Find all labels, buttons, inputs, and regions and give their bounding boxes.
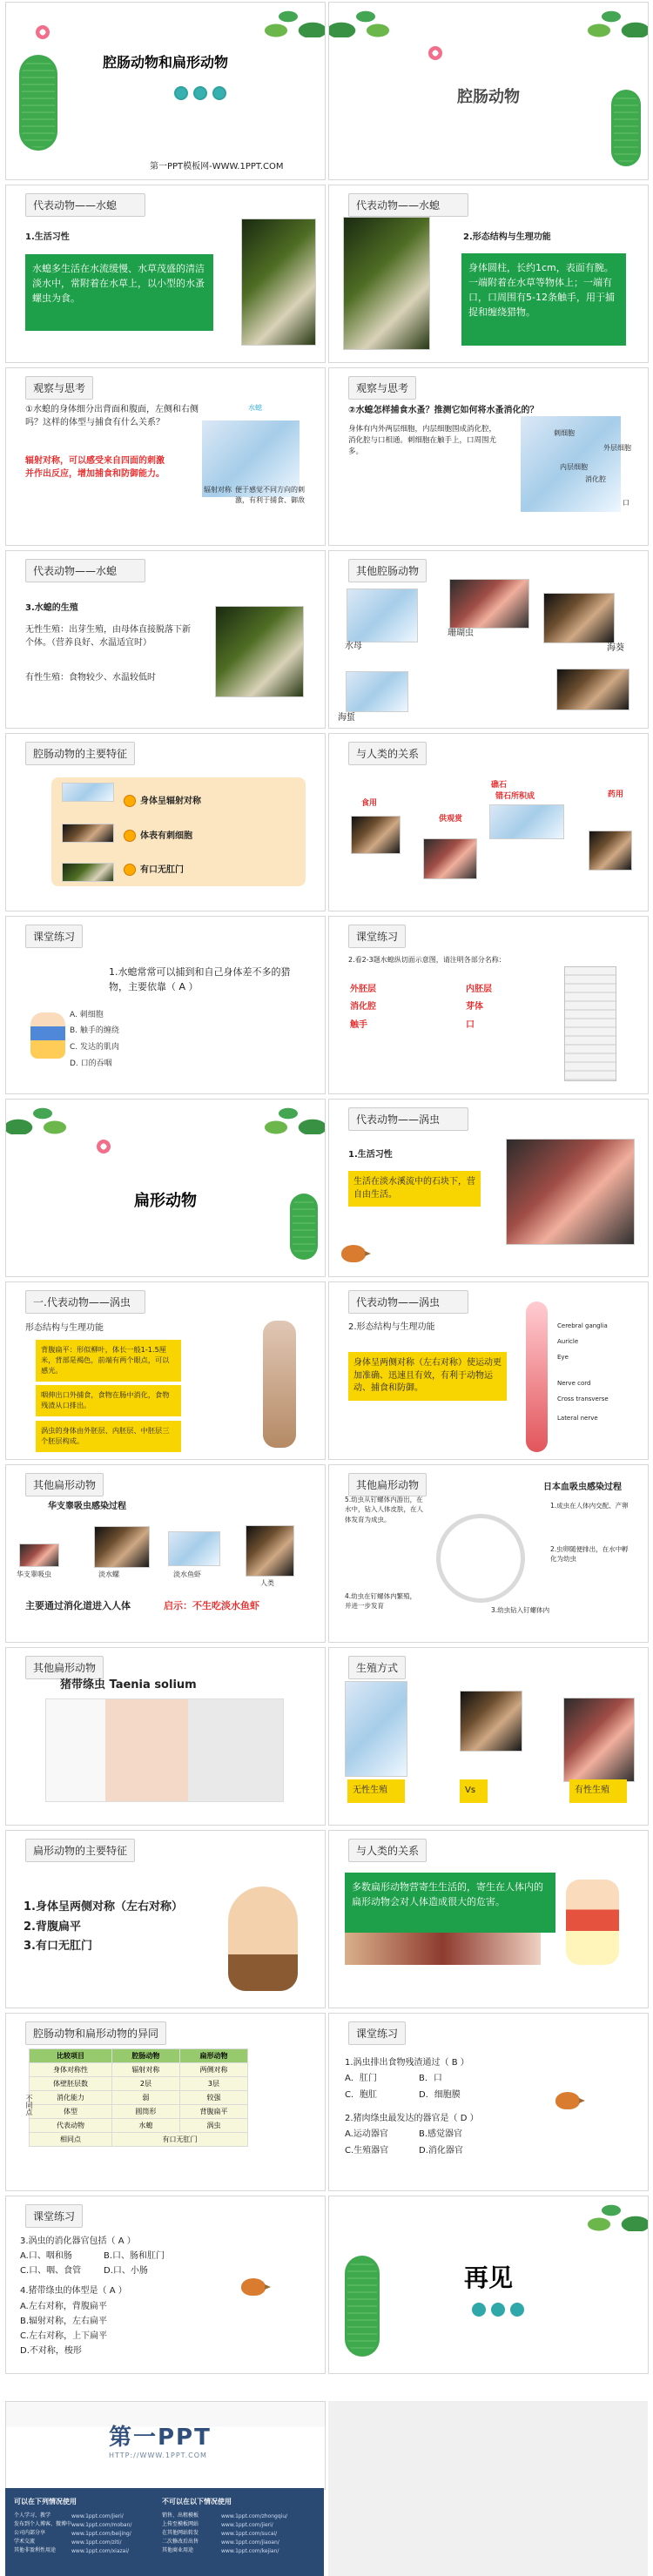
- leaf-corner-icon: [587, 2196, 648, 2231]
- flower-icon: [36, 25, 50, 39]
- slide-10[interactable]: [328, 733, 649, 911]
- d12: 芽体: [466, 1002, 483, 1012]
- header-14: 代表动物——涡虫: [348, 1107, 468, 1131]
- l18d: 4.幼虫在钉螺体内繁殖，并进一步发育: [345, 1592, 417, 1611]
- link[interactable]: www.1ppt.com/kejian/: [221, 2548, 279, 2554]
- cell: 代表动物: [30, 2119, 112, 2133]
- o24d: D．细胞膜: [419, 2090, 461, 2100]
- greenbox-4: 身体圆柱，长约1cm，表面有腕。一端附着在水草等物体上；一端有口，口周围有5-12条触手，用于捕捉和缠绕猎物。: [461, 253, 626, 346]
- label10c2: 错石所积成: [495, 792, 535, 801]
- p25d: D.不对称，梭形: [20, 2346, 82, 2356]
- left-line: 发布到个人博客、微博中: [14, 2521, 72, 2527]
- header-18: 其他扁形动物: [348, 1473, 427, 1497]
- planaria-body-diagram: [526, 1301, 548, 1452]
- vs-label: Vs: [460, 1779, 488, 1803]
- leaf-corner-icon: [587, 3, 648, 37]
- slide-18[interactable]: [328, 1464, 649, 1643]
- student-icon: [30, 1012, 65, 1059]
- cell: 两侧对称: [179, 2063, 247, 2077]
- cell: 弱: [111, 2091, 179, 2105]
- l16a: Cerebral ganglia: [557, 1322, 608, 1329]
- t19: 猪带绦虫 Taenia solium: [60, 1678, 197, 1692]
- bird-icon: [555, 2092, 580, 2109]
- header-10: 与人类的关系: [348, 742, 427, 765]
- label10c: 礁石: [491, 781, 508, 790]
- header-21: 扁形动物的主要特征: [25, 1839, 135, 1862]
- cnidarian-thumb-icon: [62, 863, 114, 882]
- dot-icon: [193, 86, 207, 100]
- slide-17[interactable]: [5, 1464, 326, 1643]
- footer17a: 主要通过消化道进入人体: [25, 1600, 131, 1611]
- planaria-photo: [460, 1691, 522, 1752]
- text6: 身体有内外两层细胞，内层细胞围成消化腔，消化腔与口相通。刺细胞在触手上，口周围尤多。: [348, 425, 497, 456]
- cell: 辐射对称: [111, 2063, 179, 2077]
- f21c: 3.有口无肛门: [24, 1940, 92, 1953]
- l17c: 淡水鱼虾: [173, 1570, 201, 1578]
- l2-7: 有性生殖：食物较少、水温较低时: [25, 673, 156, 683]
- cell: 3层: [179, 2077, 247, 2091]
- header-17: 其他扁形动物: [25, 1473, 104, 1497]
- title-13: 扁形动物: [134, 1192, 197, 1210]
- slide-20[interactable]: [328, 1647, 649, 1826]
- leaf-corner-icon: [329, 3, 390, 37]
- header-9: 腔肠动物的主要特征: [25, 742, 135, 765]
- title-1: 腔肠动物和扁形动物: [102, 54, 228, 71]
- link[interactable]: www.1ppt.com/sucai/: [221, 2531, 278, 2537]
- header-5: 观察与思考: [25, 376, 93, 400]
- p25c: C.左右对称，上下扁平: [20, 2331, 108, 2341]
- yellowbox-14: 生活在淡水溪流中的石块下，营自由生活。: [348, 1171, 481, 1207]
- hydra-photo: [343, 217, 430, 350]
- flower-icon: [97, 1140, 111, 1153]
- label6a: 刺细胞: [554, 429, 575, 437]
- link[interactable]: www.1ppt.com/jieri/: [71, 2513, 124, 2519]
- dot-icon: [174, 86, 188, 100]
- q24a: 1.涡虫排出食物残渣通过（ B ）: [345, 2058, 469, 2068]
- link[interactable]: www.1ppt.com/jiaoan/: [221, 2539, 279, 2546]
- left-line: 其他非盈利性用途: [14, 2547, 57, 2553]
- header-6: 观察与思考: [348, 376, 416, 400]
- th-1: 比较项目: [30, 2049, 112, 2063]
- girl-icon: [566, 1880, 619, 1965]
- right-line: 二次修改后出售: [162, 2539, 199, 2545]
- dot-icon: [491, 2303, 505, 2317]
- f12: 口: [466, 1020, 475, 1030]
- cell: 圆筒形: [111, 2105, 179, 2119]
- slide-21[interactable]: [5, 1830, 326, 2008]
- slide-11[interactable]: [5, 916, 326, 1094]
- link[interactable]: www.1ppt.com/jieri/: [221, 2522, 273, 2528]
- label8a: 海葵: [607, 643, 624, 653]
- hydra-reproduce-photo: [215, 606, 304, 697]
- hydra-photo: [241, 219, 316, 346]
- taenia-diagram: [45, 1698, 284, 1802]
- right-line: 在其他网站转发: [162, 2530, 199, 2536]
- greenbox-22: 多数扁形动物营寄生生活的，寄生在人体内的扁形动物会对人体造成很大的危害。: [345, 1873, 555, 1933]
- f21b: 2.背腹扁平: [24, 1920, 81, 1934]
- t18: 日本血吸虫感染过程: [543, 1483, 622, 1492]
- leaf-corner-icon: [6, 1100, 67, 1134]
- jellyfish-photo-2: [346, 671, 408, 712]
- slide-8[interactable]: [328, 550, 649, 729]
- p24c: C.生殖器官: [345, 2146, 389, 2156]
- slide-5[interactable]: [5, 367, 326, 546]
- greenbox-3: 水螅多生活在水流缓慢、水草茂盛的清洁淡水中，常附着在水草上，以小型的水蚤螺虫为食。: [25, 254, 213, 331]
- q24b: 2.猪肉绦虫最发达的器官是（ D ）: [345, 2114, 479, 2123]
- header-22: 与人类的关系: [348, 1839, 427, 1862]
- bird-icon: [341, 1245, 366, 1262]
- fish-photo: [168, 1531, 220, 1566]
- brand-text: 第一PPT: [109, 2425, 212, 2451]
- t15a: 背腹扁平：形似柳叶，体长一般1-1.5厘米，背部是褐色，前端有两个眼点，可以感光。: [36, 1340, 181, 1382]
- slide-22[interactable]: [328, 1830, 649, 2008]
- cell: 背腹扁平: [179, 2105, 247, 2119]
- title-26: 再见: [463, 2263, 513, 2292]
- footer-banner: [5, 2401, 326, 2490]
- slide-14[interactable]: [328, 1099, 649, 1277]
- right-title: 不可以在以下情况使用: [162, 2498, 232, 2505]
- t15c: 涡虫的身体由外胚层、内胚层、中胚层三个胚层构成。: [36, 1421, 181, 1452]
- q6: ②水螅怎样捕食水蚤？推测它如何将水蚤消化的？: [348, 406, 539, 415]
- coral-photo: [489, 804, 564, 839]
- cnidarian-thumb-icon: [62, 783, 114, 802]
- label5b: 便于感觉不同方向的刺激，有利于捕食、御敌: [235, 486, 305, 504]
- label6e: 口: [623, 499, 629, 507]
- l18e: 5.幼虫从钉螺体内游出，在水中，钻入人体皮肤，在人体发育为成虫。: [345, 1496, 423, 1523]
- header-4: 代表动物——水螅: [348, 193, 468, 217]
- header-15: 一.代表动物——涡虫: [25, 1290, 145, 1314]
- slide-13[interactable]: [5, 1099, 326, 1277]
- l16d: Nerve cord: [557, 1380, 591, 1387]
- label10a: 食用: [361, 799, 378, 808]
- sec-4: 2.形态结构与生理功能: [463, 232, 551, 242]
- sec-15: 形态结构与生理功能: [25, 1323, 104, 1333]
- cell: 体型: [30, 2105, 112, 2119]
- human-photo: [246, 1525, 294, 1577]
- opt11d[interactable]: D. 口的吞咽: [70, 1059, 112, 1068]
- cactus-icon: [290, 1194, 318, 1260]
- cell: 体壁胚层数: [30, 2077, 112, 2091]
- cnidarian-thumb-icon: [62, 824, 114, 843]
- l17a: 华支睾吸虫: [17, 1570, 51, 1578]
- l18a: 1.成虫在人体内交配、产卵: [550, 1502, 629, 1510]
- slide-16[interactable]: [328, 1281, 649, 1460]
- a12: 外胚层: [350, 985, 376, 994]
- slide-1[interactable]: [5, 2, 326, 180]
- q25b: 4.猪带绦虫的体型是（ A ）: [20, 2286, 127, 2296]
- slide-7[interactable]: [5, 550, 326, 729]
- t15b: 咽伸出口外捕食，食物在肠中消化，食物残渣从口排出。: [36, 1385, 181, 1416]
- t16: 身体呈两侧对称（左右对称）使运动更加准确、迅速且有效，有利于动物运动、捕食和防御。: [348, 1352, 507, 1401]
- planaria-photo: [563, 1698, 635, 1782]
- cell: 较强: [179, 2091, 247, 2105]
- cell: 2层: [111, 2077, 179, 2091]
- blank-area: [328, 2401, 648, 2576]
- link[interactable]: www.1ppt.com/xiazai/: [71, 2548, 130, 2554]
- dot-icon: [212, 86, 226, 100]
- l18c: 3.幼虫钻入钉螺体内: [491, 1606, 550, 1614]
- l17d: 人类: [260, 1579, 274, 1587]
- header-25: 课堂练习: [25, 2204, 83, 2228]
- o25d: D.口、小肠: [104, 2266, 148, 2276]
- dot-icon: [510, 2303, 524, 2317]
- leaf-corner-icon: [264, 1100, 325, 1134]
- p24a: A.运动器官: [345, 2129, 388, 2139]
- o25b: B.口、肠和肛门: [104, 2251, 165, 2261]
- label10d: 药用: [608, 790, 624, 799]
- same-label: 相同点: [30, 2133, 112, 2147]
- o25a: A.口、咽和肠: [20, 2251, 72, 2261]
- l16c: Eye: [557, 1354, 569, 1361]
- p25b: B.辐射对称，左右扁平: [20, 2317, 108, 2326]
- slide-19[interactable]: [5, 1647, 326, 1826]
- l17b: 淡水螺: [98, 1570, 119, 1578]
- label6c: 外层细胞: [603, 444, 631, 452]
- left-title: 可以在下列情况使用: [14, 2498, 77, 2505]
- slide-3[interactable]: [5, 185, 326, 363]
- c12: 消化腔: [350, 1002, 376, 1012]
- side-label: 不同点: [25, 2095, 33, 2115]
- coral-photo: [449, 579, 529, 629]
- slide-4[interactable]: [328, 185, 649, 363]
- left-line: 学术交流: [14, 2539, 36, 2545]
- q25a: 3.涡虫的消化器官包括（ A ）: [20, 2236, 136, 2246]
- o25c: C.口、咽、食管: [20, 2266, 82, 2276]
- header-16: 代表动物——涡虫: [348, 1290, 468, 1314]
- label8c: 珊瑚虫: [448, 629, 474, 638]
- header-20: 生殖方式: [348, 1656, 406, 1679]
- footer-info: [5, 2488, 324, 2576]
- link[interactable]: www.1ppt.com/ziti/: [71, 2539, 122, 2546]
- feature-icon: [124, 830, 136, 842]
- site-text: HTTP://WWW.1PPT.COM: [109, 2452, 207, 2459]
- header-7: 代表动物——水螅: [25, 559, 145, 582]
- link[interactable]: www.1ppt.com/beijing/: [71, 2531, 131, 2537]
- header-8: 其他腔肠动物: [348, 559, 427, 582]
- header-23: 腔肠动物和扁形动物的异同: [25, 2021, 166, 2045]
- slide-24[interactable]: [328, 2013, 649, 2191]
- subtitle-1: 第一PPT模板网-WWW.1PPT.COM: [150, 162, 284, 172]
- opt11b[interactable]: B. 触手的缠绕: [70, 1026, 119, 1035]
- bird-icon: [241, 2278, 266, 2296]
- medicine-photo: [589, 831, 632, 871]
- slide-12[interactable]: [328, 916, 649, 1094]
- o24a: A．肛门: [345, 2074, 377, 2083]
- sec-16: 2.形态结构与生理功能: [348, 1322, 435, 1332]
- p25a: A.左右对称，背腹扁平: [20, 2302, 107, 2311]
- p24b: B.感觉器官: [419, 2129, 463, 2139]
- sec-3: 1.生活习性: [25, 232, 70, 242]
- right-line: 销售、出租模板: [162, 2512, 199, 2519]
- label5c: 水螅: [248, 404, 262, 412]
- fluke-photo: [19, 1544, 59, 1567]
- link[interactable]: www.1ppt.com/moban/: [71, 2522, 132, 2528]
- cycle-ring-diagram: [436, 1514, 525, 1603]
- label10b: 供观赏: [439, 815, 463, 824]
- cell: 涡虫: [179, 2119, 247, 2133]
- label8b: 水母: [345, 642, 362, 651]
- slide-2[interactable]: [328, 2, 649, 180]
- header-12: 课堂练习: [348, 925, 406, 948]
- feature-3: 有口无肛门: [140, 865, 184, 875]
- jellyfish-photo: [347, 589, 418, 642]
- left-line: 个人学习、教学: [14, 2512, 51, 2519]
- sea-anemone-photo: [543, 593, 615, 643]
- title-2: 腔肠动物: [457, 88, 520, 106]
- comparison-table: [29, 2048, 248, 2147]
- o24b: B．口: [419, 2074, 442, 2083]
- e12: 触手: [350, 1020, 367, 1030]
- footer17b: 启示：不生吃淡水鱼虾: [164, 1600, 259, 1611]
- opt11c[interactable]: C. 发达的肌肉: [70, 1043, 120, 1052]
- sec-7: 3.水螅的生殖: [25, 603, 78, 613]
- dot-icon: [472, 2303, 486, 2317]
- asexual-stage-diagram: [345, 1681, 407, 1777]
- food-photo: [351, 816, 401, 854]
- header-19: 其他扁形动物: [25, 1656, 104, 1679]
- l1-7: 无性生殖：出芽生殖，由母体直接脱落下新个体。（营养良好、水温适宜时）: [25, 625, 191, 648]
- sexual-label: 有性生殖: [569, 1779, 627, 1803]
- p24d: D.消化器官: [419, 2146, 463, 2156]
- right-line: 其他商业用途: [162, 2547, 194, 2553]
- l16e: Cross transverse: [557, 1396, 609, 1402]
- parasite-illustration: [345, 1933, 541, 1965]
- l18b: 2.虫卵随便排出，在水中孵化为幼虫: [550, 1545, 629, 1564]
- header-3: 代表动物——水螅: [25, 193, 145, 217]
- th-3: 扁形动物: [179, 2049, 247, 2063]
- leaf-corner-icon: [264, 3, 325, 37]
- a1-5: 辐射对称，可以感受来自四面的刺激并作出反应，增加捕食和防御能力。: [25, 456, 165, 479]
- left-line: 公司内部分享: [14, 2530, 46, 2536]
- cell: 身体对称性: [30, 2063, 112, 2077]
- hydra-section-diagram: [564, 966, 616, 1081]
- header-24: 课堂练习: [348, 2021, 406, 2045]
- label6d: 消化腔: [585, 475, 606, 483]
- o24c: C．胞肛: [345, 2090, 377, 2100]
- q12: 2.看2-3题水螅纵切面示意图，请注明各部分名称：: [348, 956, 506, 964]
- cell: 消化能力: [30, 2091, 112, 2105]
- feature-icon: [124, 795, 136, 807]
- label5a: 辐射对称: [204, 486, 232, 494]
- right-line: 上传至模板网站: [162, 2521, 199, 2527]
- same-value: 有口无肛门: [111, 2133, 247, 2147]
- cell: 水螅: [111, 2119, 179, 2133]
- slide-25[interactable]: [5, 2196, 326, 2374]
- cat-icon: [228, 1887, 298, 1991]
- link[interactable]: www.1ppt.com/zhongqiu/: [221, 2513, 288, 2519]
- asexual-label: 无性生殖: [347, 1779, 405, 1803]
- l16b: Auricle: [557, 1338, 579, 1345]
- feature-1: 身体呈辐射对称: [140, 797, 201, 806]
- slide-23[interactable]: [5, 2013, 326, 2191]
- b12: 内胚层: [466, 985, 492, 994]
- sec-14: 1.生活习性: [348, 1150, 393, 1160]
- slide-6[interactable]: [328, 367, 649, 546]
- t17: 华支睾吸虫感染过程: [48, 1502, 126, 1511]
- q11: 1.水螅常常可以捕到和自己身体差不多的猎物，主要依靠（ A ）: [109, 966, 291, 992]
- header-11: 课堂练习: [25, 925, 83, 948]
- q1-5: ①水螅的身体细分出背面和腹面，左侧和右侧吗？这样的体型与捕食有什么关系？: [25, 405, 199, 427]
- f21a: 1.身体呈两侧对称（左右对称）: [24, 1900, 183, 1914]
- planaria-photo: [506, 1139, 635, 1245]
- coral-reef-photo: [423, 838, 477, 879]
- label8d: 海蜇: [338, 713, 355, 723]
- snail-photo: [94, 1526, 150, 1568]
- l16f: Lateral nerve: [557, 1415, 598, 1422]
- opt11a[interactable]: A. 刺细胞: [70, 1011, 104, 1019]
- slide-26[interactable]: [328, 2196, 649, 2374]
- slide-9[interactable]: [5, 733, 326, 911]
- jellyfish-photo-3: [556, 669, 629, 710]
- slide-15[interactable]: [5, 1281, 326, 1460]
- planaria-diagram: [263, 1321, 296, 1448]
- feature-icon: [124, 864, 136, 876]
- label6b: 内层细胞: [560, 463, 588, 471]
- flower-icon: [428, 46, 442, 60]
- th-2: 腔肠动物: [111, 2049, 179, 2063]
- feature-2: 体表有刺细胞: [140, 831, 192, 841]
